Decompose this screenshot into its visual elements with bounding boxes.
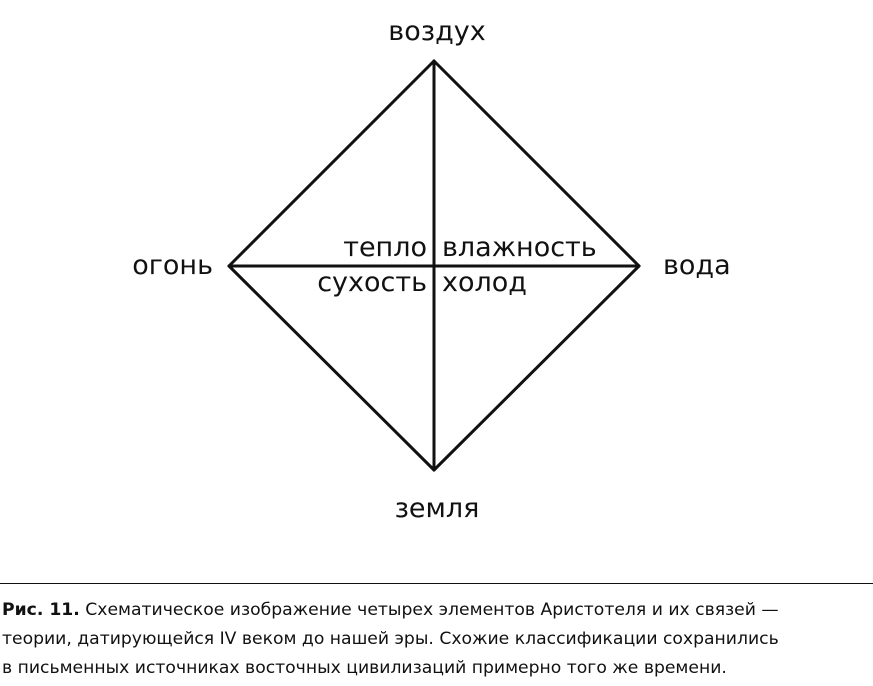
figure-caption [2,596,870,683]
quality-label-dryness: сухость [317,267,427,298]
element-label-earth: земля [394,493,480,524]
quality-label-moisture: влажность [442,232,597,263]
quality-label-warmth: тепло [343,232,427,263]
element-label-air: воздух [388,16,486,47]
figure-number: Рис. 11. [2,600,80,620]
element-label-water: вода [663,250,731,281]
element-label-fire: огонь [132,250,213,281]
caption-line-1: Схематическое изображение четырех элементов Аристотеля и их связей — [85,600,779,620]
quality-label-cold: холод [442,267,527,298]
caption-line-3: в письменных источниках восточных цивилизаций примерно того же времени. [2,658,727,678]
caption-divider [0,583,873,584]
caption-line-2: теории, датирующейся IV веком до нашей эры. Схожие классификации сохранились [2,629,779,649]
